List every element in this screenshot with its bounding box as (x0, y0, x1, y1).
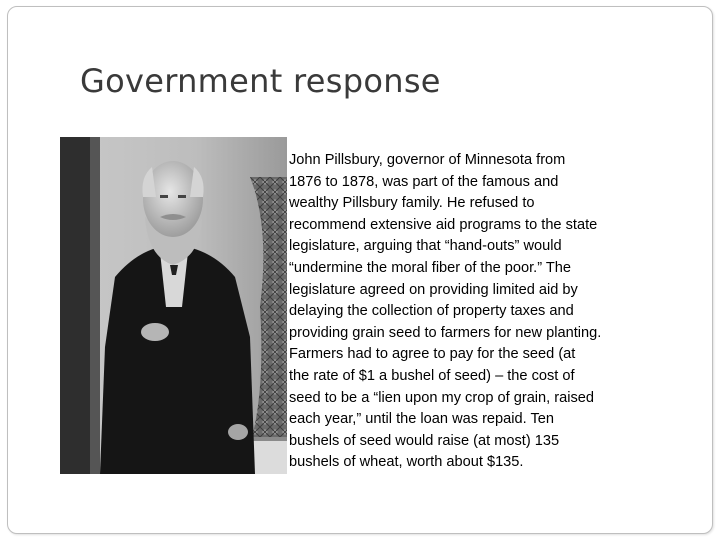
portrait-photo-icon (60, 137, 287, 474)
body-line: bushels of seed would raise (at most) 135 (289, 432, 560, 449)
body-line: the rate of $1 a bushel of seed) – the cost of (289, 367, 575, 384)
body-line: 1876 to 1878, was part of the famous and (289, 173, 559, 190)
slide-title: Government response (80, 62, 441, 100)
body-line: bushels of wheat, worth about $135. (289, 454, 524, 471)
body-line: Farmers had to agree to pay for the seed (at (289, 346, 576, 363)
body-line: “undermine the moral fiber of the poor.” The (289, 259, 572, 276)
body-line: wealthy Pillsbury family. He refused to (289, 195, 535, 212)
body-line: John Pillsbury, governor of Minnesota from (289, 152, 566, 168)
body-line: legislature, arguing that “hand-outs” would (289, 238, 562, 255)
body-line: providing grain seed to farmers for new planting. (289, 324, 602, 341)
body-text (289, 150, 684, 474)
body-line: recommend extensive aid programs to the state (289, 216, 598, 233)
body-line: legislature agreed on providing limited aid by (289, 281, 578, 298)
body-line: delaying the collection of property taxes and (289, 303, 574, 320)
body-line: each year,” until the loan was repaid. Ten (289, 411, 555, 428)
body-line: seed to be a “lien upon my crop of grain, raised (289, 389, 595, 406)
